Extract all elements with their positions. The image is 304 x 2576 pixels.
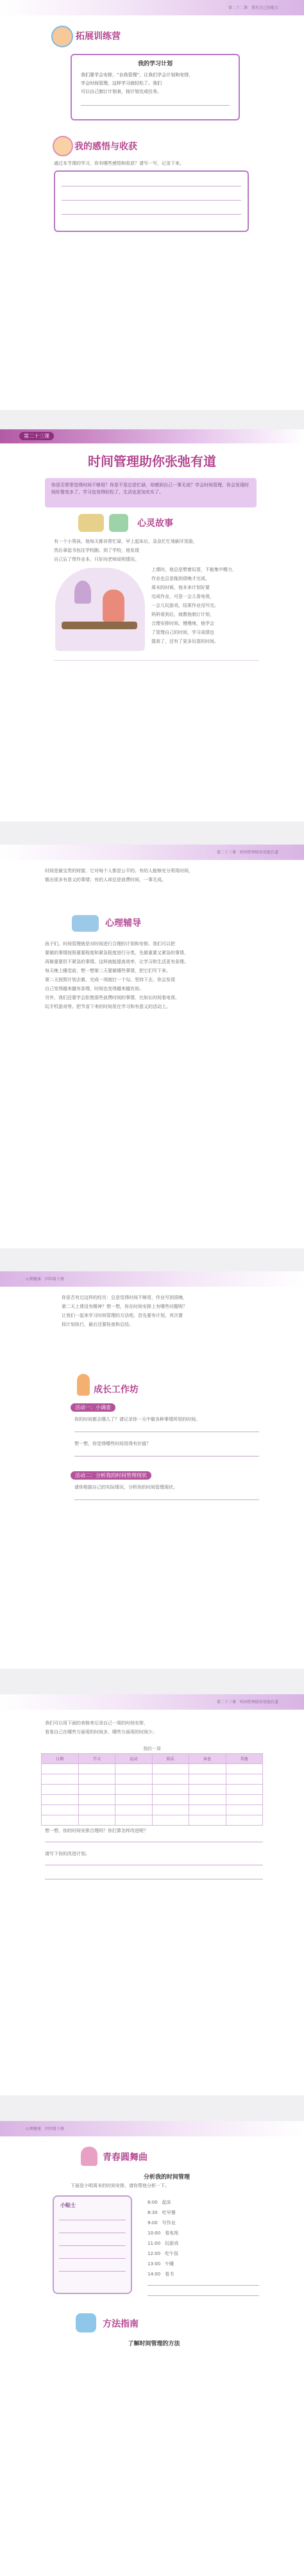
plan-box: [71, 54, 240, 120]
page-2: [0, 429, 304, 822]
plan-box-title: 我的学习计划: [137, 61, 173, 67]
story-line-4: 上课时，他总是想着玩耍，不能集中精力，: [151, 567, 237, 572]
write-line: [81, 105, 230, 106]
page-header-band: [0, 1271, 304, 1287]
table-header-3: 运动: [115, 1754, 153, 1764]
write-line: [74, 1456, 259, 1457]
kids-illustration: [51, 26, 73, 47]
write-line: [59, 2271, 126, 2272]
activity-1-pill: 活动一：小调查: [71, 1403, 115, 1412]
activity-1-question: 想一想，你觉得哪些时间用得有价值？: [74, 1441, 151, 1446]
table-row: [42, 1785, 263, 1795]
section-title-guidance: 心理辅导: [105, 918, 141, 929]
table-row: [42, 1764, 263, 1774]
activity-2-pill: 活动二：分析我的时间管理现状: [71, 1471, 151, 1480]
method-title: 了解时间管理的方法: [128, 2341, 180, 2347]
guide-line-1: 孩子们，时间管理就是对时间进行合理的计划和安排。我们可以把: [45, 941, 175, 946]
feelings-text: 通过本节课的学习，你有哪些感悟和收获？请写一写，记录下来。: [54, 161, 184, 166]
story-line-6: 周末的时候，他本来计划好要: [151, 585, 210, 590]
write-line: [74, 1499, 259, 1500]
dancer-illustration: [81, 2147, 97, 2166]
write-line: [62, 214, 241, 215]
story-line-7: 完成作业，可是一会儿看电视，: [151, 594, 214, 599]
write-line: [59, 2245, 126, 2246]
guide-line-4: 每天晚上睡觉前，想一想第二天要做哪些事情，把它们写下来。: [45, 968, 171, 973]
paragraph-1: 时间是最宝贵的财富，它对每个人都是公平的。有的人能够充分利用时间，: [45, 868, 193, 873]
desk-shape: [62, 622, 137, 629]
guide-line-7: 另外，我们还要学会拒绝那些浪费时间的事情，比如长时间看电视、: [45, 995, 180, 1000]
page-gap: [0, 1248, 304, 1271]
section-title-training: 拓展训练营: [76, 31, 121, 42]
page-5: [0, 1694, 304, 2095]
table-row: [42, 1805, 263, 1815]
guide-line-3: 再做重要但不紧急的事情。这样就能提高效率，让学习和生活更有条理。: [45, 959, 189, 964]
page-header-text: 心理健康 四年级下册: [26, 2127, 65, 2131]
section-title-dance: 青春圆舞曲: [103, 2152, 148, 2163]
kids-illustration-7: [76, 2313, 96, 2332]
lesson-number-pill: 第二十三课: [19, 432, 54, 440]
kids-illustration-4: [109, 514, 128, 532]
write-line: [59, 2258, 126, 2259]
lesson-title: 时间管理助你张弛有道: [88, 454, 216, 469]
plan-box-line-2: 学会时间管理，这样学习就轻松了。我们: [81, 81, 162, 86]
plan-box-line-1: 我们要学会安排，“自我管理”，让我们学会计划和安排，: [81, 72, 194, 78]
after-table-text-2: 请写下你的改进计划。: [45, 1851, 90, 1856]
schedule-item: 10:00 看电视: [148, 2231, 179, 2236]
table-header-6: 其他: [226, 1754, 263, 1764]
tips-title: 小贴士: [60, 2202, 76, 2208]
story-line-12: 提高了，还有了更多玩耍的时间。: [151, 639, 219, 644]
activity-2-text: 请你根据自己的实际情况，分析你的时间管理现状。: [74, 1485, 178, 1490]
write-line: [148, 2295, 259, 2296]
paragraph-3: 让我们一起来学习时间管理的方法吧。首先要有计划，其次要: [62, 1313, 183, 1318]
page-header-band: [0, 845, 304, 860]
paragraph-1: 你是否有过这样的经历：总是觉得时间不够用，作业写到很晚，: [62, 1295, 187, 1300]
plan-box-line-3: 可以自己制订计划表，按计划完成任务。: [81, 89, 162, 94]
page-3: [0, 845, 304, 1248]
schedule-item: 14:00 看书: [148, 2272, 174, 2277]
kids-illustration-6: [77, 1374, 90, 1396]
page-gap: [0, 410, 304, 429]
paragraph-2: 做出很多有意义的事情；有的人却总是浪费时间，一事无成。: [45, 877, 166, 882]
table-row: [42, 1815, 263, 1826]
story-line-2: 然后拿起书包往学校跑。到了学校，他发现: [54, 548, 139, 553]
intro-box: [45, 478, 257, 508]
after-table-text: 想一想，你的时间安排合理吗？你打算怎样改进呢？: [45, 1828, 148, 1833]
kids-illustration-2: [53, 136, 73, 156]
table-header-1: 日期: [42, 1754, 79, 1764]
page-gap: [0, 822, 304, 845]
feelings-box: [54, 170, 249, 232]
story-line-9: 妈妈看到后，就教他制订计划，: [151, 612, 214, 617]
schedule-item: 8:30 吃早餐: [148, 2210, 176, 2215]
story-illustration: [55, 568, 145, 651]
tips-box: [53, 2195, 132, 2294]
story-line-5: 作业也总是拖到很晚才完成。: [151, 576, 210, 581]
story-line-1: 有一个小男孩，他每天都非常忙碌，早上起床后，急急忙忙地刷牙洗脸，: [54, 539, 198, 544]
table-header-4: 娱乐: [152, 1754, 189, 1764]
page-1: [0, 0, 304, 410]
schedule-item: 11:00 玩游戏: [148, 2241, 179, 2246]
page-header-text: 第二十三课 时间管理助你张弛有道: [216, 850, 278, 855]
section-title-workshop: 成长工作坊: [94, 1385, 139, 1395]
guide-line-6: 自己变得越来越有条理，时间也变得越来越充裕。: [45, 986, 144, 991]
table-row: [42, 1795, 263, 1805]
table-title: 我的一周: [143, 1746, 161, 1751]
schedule-item: 13:00 午睡: [148, 2261, 174, 2266]
lesson-banner: [0, 429, 304, 443]
table-header-5: 休息: [189, 1754, 226, 1764]
page-header-text: 第二十三课 时间管理助你张弛有道: [216, 1700, 278, 1705]
list-title: 分析我的时间管理: [143, 2174, 190, 2181]
schedule-item: 8:00 起床: [148, 2200, 171, 2205]
table-header-2: 学习: [78, 1754, 115, 1764]
lamp-icon: [74, 581, 91, 604]
weekly-table: [41, 1753, 263, 1826]
schedule-item: 9:00 写作业: [148, 2220, 176, 2225]
schedule-item: 12:00 吃午饭: [148, 2251, 179, 2256]
intro-text: 你是否常常觉得时间不够用？你是不是总是忙碌，却感到自己一事无成？学会时间管理，你会发现时间好像变多了，学习也变得轻松了，生活也更加充实了。: [51, 483, 249, 495]
guide-line-8: 玩手机游戏等。把节省下来的时间用在学习和有意义的活动上。: [45, 1004, 171, 1009]
section-title-method: 方法指南: [103, 2319, 139, 2329]
page-header-text: 第二十二课 我有自己的能力: [228, 6, 278, 10]
child-figure: [103, 590, 124, 622]
story-line-11: 了管理自己的时间，学习成绩也: [151, 630, 214, 635]
page-header-band: [0, 1694, 304, 1710]
paragraph-2: 第二天上课没有精神？想一想，你在时间安排上有哪些问题呢？: [62, 1304, 187, 1309]
section-title-story: 心灵故事: [137, 518, 173, 529]
page-gap: [0, 1669, 304, 1694]
page-header-band: [0, 2121, 304, 2136]
paragraph-1: 我们可以用下面的表格来记录自己一周的时间安排，: [45, 1721, 148, 1726]
kids-illustration-5: [72, 915, 99, 932]
write-line: [148, 2285, 259, 2286]
page-gap: [0, 2095, 304, 2121]
divider: [54, 660, 259, 661]
story-line-8: 一会儿玩游戏，结果作业没写完。: [151, 603, 219, 608]
page-4: [0, 1271, 304, 1669]
paragraph-2: 看看自己在哪些方面用的时间多，哪些方面用的时间少。: [45, 1730, 157, 1735]
guide-line-2: 要做的事情按照重要程度和紧急程度进行分类，先做重要又紧急的事情，: [45, 950, 189, 955]
page-6: [0, 2121, 304, 2576]
page-header-text: 心理健康 四年级下册: [26, 1277, 65, 1282]
story-line-10: 合理安排时间。慢慢地，他学会: [151, 621, 214, 626]
write-line: [62, 200, 241, 201]
story-line-3: 自己忘了带作业本，只好向老师说明情况。: [54, 557, 139, 562]
activity-1-text: 你的时间都去哪儿了？请记录你一天中做各种事情所用的时间。: [74, 1417, 200, 1422]
section-title-feelings: 我的感悟与收获: [74, 142, 137, 152]
guide-line-5: 第二天按照计划去做，完成一项就打一个勾。坚持下去，你会发现: [45, 977, 175, 982]
paragraph-4: 按计划执行，最后还要检查和总结。: [62, 1322, 133, 1327]
page-header-band: [0, 0, 304, 15]
kids-illustration-3: [78, 514, 104, 532]
list-intro: 下面是小明周末的时间安排，请你帮他分析一下。: [71, 2183, 169, 2188]
table-row: [42, 1774, 263, 1785]
